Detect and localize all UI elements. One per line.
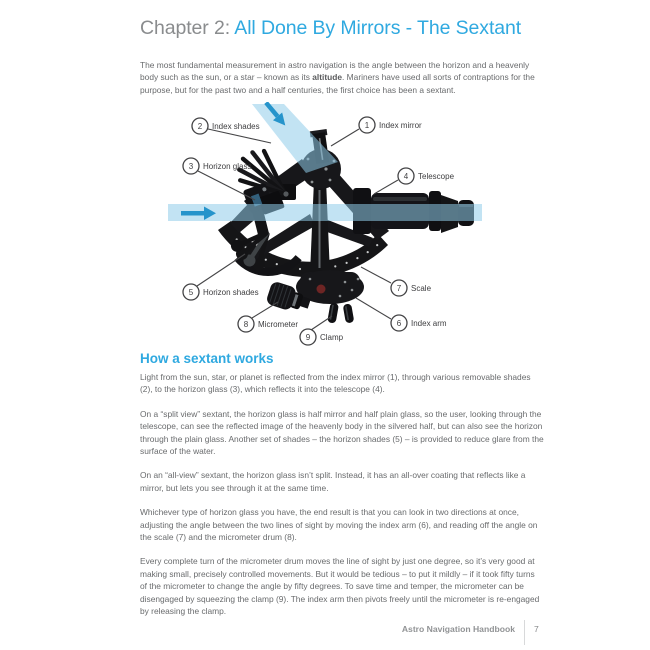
label-text: Micrometer <box>258 320 299 329</box>
body-paragraph: Light from the sun, star, or planet is reflected from the index mirror (1), through various removable shades (2), to the horizon glass (3), which reflects it into the telescope (4). <box>140 372 531 395</box>
page-title <box>140 17 620 40</box>
label-number: 9 <box>305 333 311 342</box>
label-text: Index mirror <box>379 121 422 130</box>
diagram-label-index-arm <box>356 298 447 331</box>
page-footer <box>140 620 552 645</box>
label-number: 8 <box>243 320 249 329</box>
label-text: Scale <box>411 284 432 293</box>
chapter-prefix: Chapter 2: <box>140 17 235 39</box>
label-number: 4 <box>403 172 409 181</box>
body-paragraph: Whichever type of horizon glass you have, the end result is that you can look in two directions at once, adjusting the angle between the two lines of sight by moving the index arm (6), and reading off the angle on the scale (7) and the micrometer drum (8). <box>140 507 538 543</box>
diagram-label-index-shades <box>192 118 271 143</box>
footer-book-title: Astro Navigation Handbook <box>401 624 515 634</box>
label-text: Clamp <box>320 333 344 342</box>
label-number: 7 <box>396 284 402 293</box>
index-arm-part <box>310 180 330 274</box>
label-text: Telescope <box>418 172 455 181</box>
horizontal-beam <box>168 204 482 221</box>
label-text: Horizon shades <box>203 288 259 297</box>
body-paragraph: On an “all-view” sextant, the horizon glass isn’t split. Instead, it has an all-over coating that reflects like a mirror, but lets you see through it at the same time. <box>140 470 526 493</box>
label-text: Index shades <box>212 122 260 131</box>
diagram-label-index-mirror <box>331 117 422 146</box>
label-text: Index arm <box>411 319 447 328</box>
label-number: 3 <box>188 162 194 171</box>
footer-page-number: 7 <box>534 624 539 634</box>
body-paragraph: On a “split view” sextant, the horizon glass is half mirror and half plain glass, so the user, looking through the telescope, can see the reflected image of the heavenly body in the silvered half, but can also see the horizon through the plain glass. Another set of shades – the horizon shades (5) – is provided to reduce glare from the surface of the water. <box>140 408 544 457</box>
body-section <box>140 351 544 630</box>
diagram-label-scale <box>361 267 432 296</box>
clamp-part <box>327 302 354 323</box>
intro-bold-term: altitude <box>312 72 343 83</box>
intro-text-after: . Mariners have used all sorts of contraptions for the purpose, but for the past two and a half centuries, the first choice has been a sextant. <box>140 72 535 95</box>
label-text: Horizon glass <box>203 162 252 171</box>
section-heading: How a sextant works <box>140 351 274 366</box>
label-number: 6 <box>396 319 402 328</box>
label-number: 5 <box>188 288 194 297</box>
footer-divider <box>524 620 525 645</box>
intro-text-before: The most fundamental measurement in astro navigation is the angle between the horizon and a heavenly body such as the sun, or a star – known as its <box>140 60 530 83</box>
diagram-label-clamp <box>300 316 344 345</box>
label-number: 1 <box>364 121 370 130</box>
intro-paragraph <box>140 59 544 96</box>
body-paragraph: Every complete turn of the micrometer drum moves the line of sight by just one degree, so it’s very good at making small, precisely controlled movements. But it would be tedious – to put it mildly – if it took fifty turns of the micrometer to change the angle by fifty degrees. To save time and temper, the micrometer can be disengaged by squeezing the clamp (9). The index arm then pivots freely until the micrometer is re-engaged by releasing the clamp. <box>140 556 540 617</box>
label-number: 2 <box>197 122 203 131</box>
sextant-diagram <box>140 102 540 350</box>
chapter-name: All Done By Mirrors - The Sextant <box>234 17 522 39</box>
diagram-label-telescope <box>374 168 455 194</box>
